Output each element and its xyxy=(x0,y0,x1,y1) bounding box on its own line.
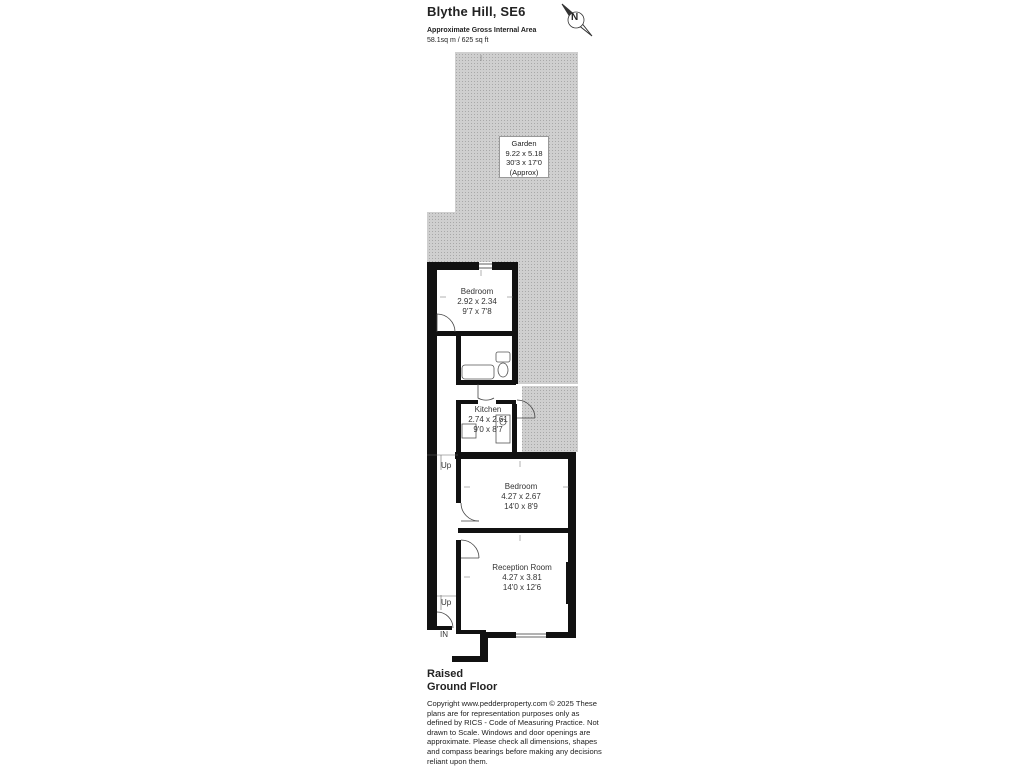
garden-label xyxy=(499,136,549,178)
copyright-disclaimer: Copyright www.pedderproperty.com © 2025 These plans are for representation purposes only as defined by RICS - Code of Measuring Practice. Not drawn to Scale. Windows and door openings are approximate. Please check all dimensions, shapes and compass bearings before making any decisions reliant upon them. xyxy=(427,699,602,766)
room-name: Bedroom xyxy=(460,287,494,296)
compass-north-label: N xyxy=(571,12,579,23)
room-name: Kitchen xyxy=(474,405,502,414)
floor-label-line1: Raised xyxy=(427,668,464,680)
room-label-bedroom-rear xyxy=(446,287,508,317)
stairs-up-label-lower: Up xyxy=(441,598,452,607)
entrance-label: IN xyxy=(440,630,448,639)
area-value: 58.1sq m / 625 sq ft xyxy=(427,37,489,44)
garden-note: (Approx) xyxy=(509,167,539,177)
room-imperial: 9'0 x 8'7 xyxy=(473,425,503,434)
room-metric: 4.27 x 2.67 xyxy=(501,492,541,501)
garden-metric: 9.22 x 5.18 xyxy=(505,148,543,158)
stairs-up-label: Up xyxy=(441,461,452,470)
room-metric: 2.74 x 2.61 xyxy=(468,415,508,424)
room-label-reception xyxy=(482,563,562,593)
room-imperial: 9'7 x 7'8 xyxy=(462,307,492,316)
bathroom-fixtures xyxy=(462,352,510,379)
room-name: Reception Room xyxy=(492,563,552,572)
room-metric: 4.27 x 3.81 xyxy=(502,573,542,582)
floor-label xyxy=(427,668,497,694)
room-label-bedroom-middle xyxy=(480,482,562,512)
plan-title: Blythe Hill, SE6 xyxy=(427,4,526,19)
garden-side-area xyxy=(522,386,578,452)
room-metric: 2.92 x 2.34 xyxy=(457,297,497,306)
room-imperial: 14'0 x 8'9 xyxy=(504,502,538,511)
floor-label-line2: Ground Floor xyxy=(427,681,498,693)
area-label: Approximate Gross Internal Area xyxy=(427,27,537,34)
garden-imperial: 30'3 x 17'0 xyxy=(506,158,542,167)
room-name: Bedroom xyxy=(504,482,538,491)
room-imperial: 14'0 x 12'6 xyxy=(502,583,542,592)
room-label-kitchen xyxy=(462,405,514,435)
garden-name: Garden xyxy=(511,139,537,148)
